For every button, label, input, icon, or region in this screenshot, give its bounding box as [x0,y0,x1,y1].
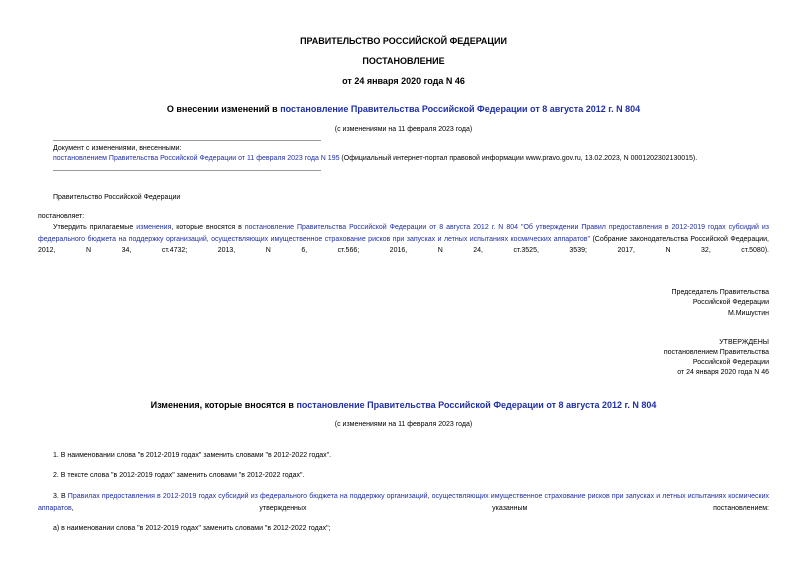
signature-name: М.Мишустин [727,310,769,317]
changes-link[interactable]: изменения [136,224,172,231]
decree-804-link[interactable]: постановление Правительства Российской Федерации от 8 августа 2012 г. N 804 "Об утверждении Правил предоставления в 2012-2019 годах субсидий из федерального бюджета на поддержку организаций, осуществляющих имущественное страхование рисков при запусках и летных испытаниях космических аппаратов" [38,224,769,243]
changes-title-link[interactable]: постановление Правительства Российской Федерации от 8 августа 2012 г. N 804 [296,400,657,410]
divider-bottom [53,170,321,171]
main-paragraph [38,222,769,268]
issuer: Правительство Российской Федерации [53,194,181,201]
change-item-3a: а) в наименовании слова "в 2012-2019 годах" заменить словами "в 2012-2022 годах"; [53,525,331,532]
document-title [0,104,807,114]
revision-note: (с изменениями на 11 февраля 2023 года) [334,126,473,133]
divider-top [53,140,321,141]
title-prefix: О внесении изменений в [166,104,281,114]
change-item-2: 2. В тексте слова "в 2012-2019 годах" заменить словами "в 2012-2022 годах". [53,472,305,479]
p1-c: (Собрание законодательства Российской Федерации, 2012, N 34, ст.4732; 2013, N 6, ст.566; 2016, N 24, ст.3525, 3539; 2017, N 32, ст.5080). [38,235,769,254]
change-item-1: 1. В наименовании слова "в 2012-2019 годах" заменить словами "в 2012-2022 годах". [53,452,332,459]
changes-source-tail: (Официальный интернет-портал правовой информации www.pravo.gov.ru, 13.02.2023, N 0001202302130015). [339,155,698,162]
rules-link[interactable]: Правилах предоставления в 2012-2019 годах субсидий из федерального бюджета на поддержку организаций, осуществляющих имущественное страхование рисков при запусках и летных испытаниях космических аппаратов [38,493,769,512]
change-item-3 [38,491,769,526]
document-type: ПОСТАНОВЛЕНИЕ [362,56,445,66]
item3-a: 3. В [53,493,68,500]
item3-b: , утвержденных указанным постановлением: [71,504,769,512]
document-date: от 24 января 2020 года N 46 [342,76,465,86]
changes-source [53,155,697,162]
signature-org: Российской Федерации [692,299,769,306]
p1-b: , которые вносятся в [171,224,245,231]
approved-by: постановлением Правительства [663,349,769,356]
decrees-word: постановляет: [38,213,85,220]
approved-date: от 24 января 2020 года N 46 [677,369,769,376]
amending-decree-link[interactable]: постановлением Правительства Российской Федерации от 11 февраля 2023 года N 195 [53,155,340,162]
signature-title: Председатель Правительства [671,289,769,296]
government-heading: ПРАВИТЕЛЬСТВО РОССИЙСКОЙ ФЕДЕРАЦИИ [300,36,507,46]
approved-heading: УТВЕРЖДЕНЫ [719,339,769,346]
changes-label: Документ с изменениями, внесенными: [53,145,182,152]
changes-revision-note: (с изменениями на 11 февраля 2023 года) [334,421,473,428]
changes-title-prefix: Изменения, которые вносятся в [150,400,297,410]
p1-a: Утвердить прилагаемые [53,224,137,231]
changes-title [0,400,807,410]
title-link[interactable]: постановление Правительства Российской Федерации от 8 августа 2012 г. N 804 [280,104,641,114]
approved-org: Российской Федерации [692,359,769,366]
